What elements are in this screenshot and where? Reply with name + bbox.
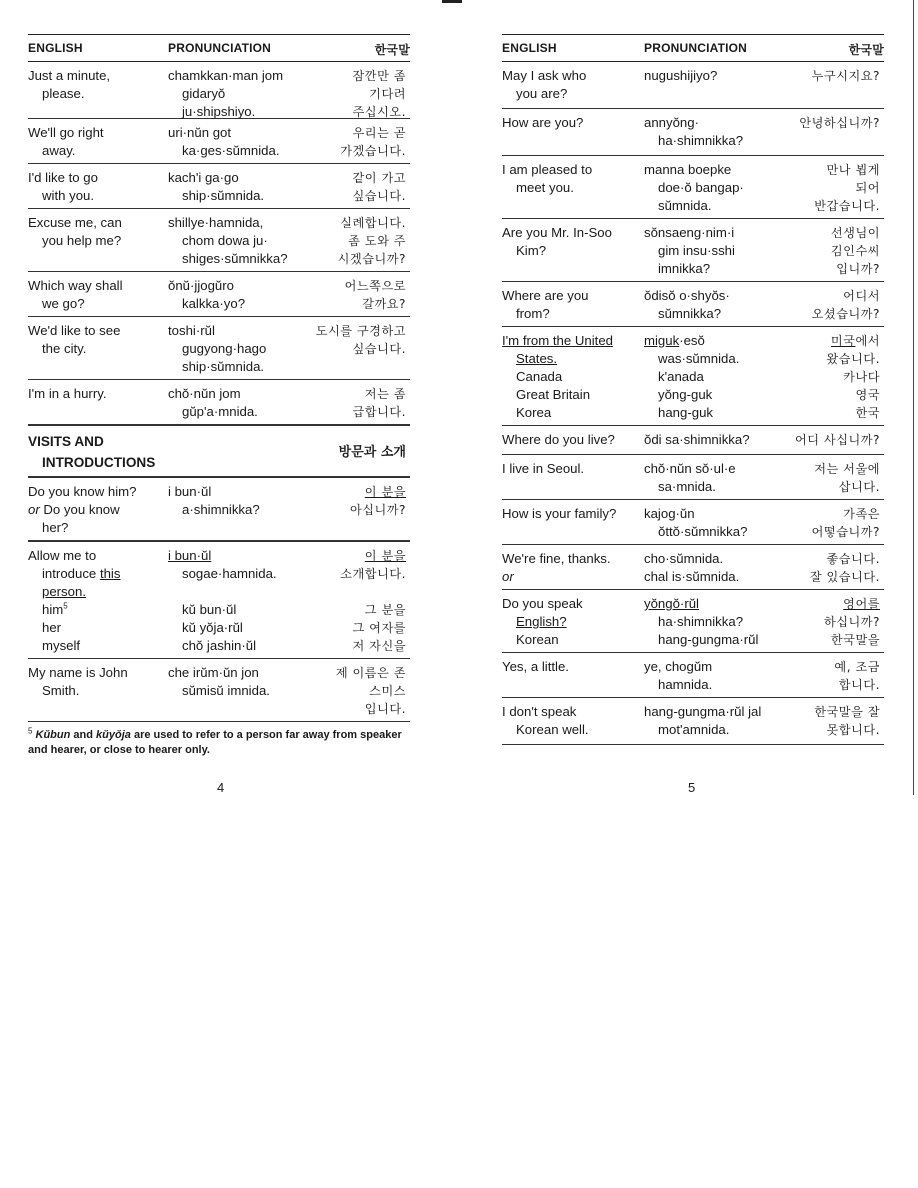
korean-text: 한국말을 잘	[814, 705, 880, 719]
english-text: I'd like to go	[28, 170, 98, 185]
english-text: you are?	[516, 86, 568, 101]
english-text: away.	[42, 143, 76, 158]
phrase-entry	[502, 653, 884, 698]
column-header	[502, 34, 884, 62]
header-korean: 한국말	[848, 43, 884, 57]
pronunciation-text: was·sŭmnida.	[658, 351, 740, 366]
korean-text: 안녕하십니까?	[799, 116, 880, 130]
korean-text: 저는 좀	[364, 387, 406, 401]
or-label: or	[28, 502, 40, 517]
pronunciation-text: gŭp'a·mnida.	[182, 404, 258, 419]
english-text: Allow me to	[28, 548, 97, 563]
korean-text: 어디서	[843, 289, 880, 303]
phrase-entry	[502, 545, 884, 590]
english-text: myself	[42, 638, 81, 653]
korean-text: 어디 사십니까?	[795, 433, 880, 447]
korean-text: 영국	[855, 388, 880, 402]
english-text: with you.	[42, 188, 95, 203]
pronunciation-text: sogae·hamnida.	[182, 566, 277, 581]
phrase-entry	[28, 164, 410, 209]
pronunciation-text: manna boepke	[644, 162, 732, 177]
english-text: Kim?	[516, 243, 547, 258]
korean-text: 한국말을	[830, 633, 880, 647]
phrase-entry	[28, 317, 410, 380]
english-text: States.	[516, 351, 558, 366]
phrase-entry	[502, 282, 884, 327]
english-text: Korean	[516, 632, 559, 647]
korean-text: 왔습니다.	[826, 352, 880, 366]
english-text: Do you speak	[502, 596, 583, 611]
pronunciation-text: kŭ yŏja·rŭl	[182, 620, 243, 635]
pronunciation-text: che irŭm·ŭn jon	[168, 665, 259, 680]
korean-text: 이 분을	[364, 485, 406, 499]
phrase-entry	[28, 380, 410, 425]
korean-text: 입니다.	[364, 702, 406, 716]
pronunciation-text: ŏttŏ·sŭmnikka?	[658, 524, 748, 539]
english-text: I'm in a hurry.	[28, 386, 107, 401]
korean-text: 오셨습니까?	[811, 307, 880, 321]
phrase-entry	[502, 698, 884, 745]
pronunciation-text: ŏdi sa·shimnikka?	[644, 432, 750, 447]
english-text: Where do you live?	[502, 432, 615, 447]
korean-text: 같이 가고	[352, 171, 406, 185]
pronunciation-text: annyŏng·	[644, 115, 699, 130]
footnote-text: and	[73, 729, 93, 741]
phrase-entry	[502, 590, 884, 653]
footnote-ref: 5	[63, 601, 68, 611]
korean-text: 싶습니다.	[352, 189, 406, 203]
pronunciation-text: chŏ·nŭn sŏ·ul·e	[644, 461, 736, 476]
english-text: How are you?	[502, 115, 584, 130]
pronunciation-text: yŏngŏ·rŭl	[644, 596, 699, 611]
header-english: ENGLISH	[502, 41, 557, 55]
pronunciation-text: sŭmnida.	[658, 198, 712, 213]
phrase-entry	[502, 156, 884, 219]
korean-text: 아십니까?	[349, 503, 406, 517]
pronunciation-text: shillye·hamnida,	[168, 215, 264, 230]
pronunciation-text: ŏdisŏ o·shyŏs·	[644, 288, 730, 303]
english-text: meet you.	[516, 180, 574, 195]
section-title: VISITS AND	[28, 434, 104, 449]
pronunciation-text: mot'amnida.	[658, 722, 730, 737]
header-korean: 한국말	[374, 43, 410, 57]
korean-text: 되어	[855, 181, 880, 195]
english-text: We'd like to see	[28, 323, 121, 338]
english-text: We're fine, thanks.	[502, 551, 611, 566]
korean-text: 입니까?	[836, 262, 880, 276]
right-page	[502, 34, 884, 745]
korean-text: 좋습니다.	[826, 552, 880, 566]
english-text: Which way shall	[28, 278, 123, 293]
korean-text: 카나다	[843, 370, 880, 384]
english-text: English?	[516, 614, 567, 629]
pronunciation-text: hamnida.	[658, 677, 713, 692]
english-text: Just a minute,	[28, 68, 111, 83]
english-text: Do you know	[43, 502, 120, 517]
pronunciation-text: sa·mnida.	[658, 479, 716, 494]
phrase-entry	[502, 426, 884, 455]
phrase-entry	[502, 219, 884, 282]
korean-text: 김인수씨	[830, 244, 880, 258]
pronunciation-text: doe·ŏ bangap·	[658, 180, 744, 195]
korean-text: 반갑습니다.	[814, 199, 880, 213]
korean-text: 누구시지요?	[811, 69, 880, 83]
korean-text: 잠깐만 좀	[352, 69, 406, 83]
footnote-term: Kŭbun	[35, 729, 71, 741]
korean-text: 영어를	[843, 597, 880, 611]
or-label: or	[502, 569, 514, 584]
english-text: please.	[42, 86, 85, 101]
english-text: We'll go right	[28, 125, 104, 140]
korean-text: 못합니다.	[826, 723, 880, 737]
pronunciation-text: gim insu·sshi	[658, 243, 735, 258]
korean-text: 저 자신을	[352, 639, 406, 653]
page-edge-line	[913, 0, 914, 795]
pronunciation-text: a·shimnikka?	[182, 502, 260, 517]
phrase-entry	[28, 62, 410, 119]
english-text: this	[99, 566, 121, 581]
korean-text: 그 분을	[364, 603, 406, 617]
korean-text: 잘 있습니다.	[809, 570, 880, 584]
phrase-entry	[28, 659, 410, 722]
english-text: Korea	[516, 405, 552, 420]
pronunciation-text: kajog·ŭn	[644, 506, 695, 521]
english-text: I am pleased to	[502, 162, 593, 177]
english-text: Yes, a little.	[502, 659, 569, 674]
footnote	[28, 728, 410, 758]
korean-text: 주십시오.	[352, 105, 406, 119]
pronunciation-text: hang-gungma·rŭl	[658, 632, 759, 647]
section-title: INTRODUCTIONS	[42, 455, 156, 470]
pronunciation-text: ship·sŭmnida.	[182, 359, 265, 374]
english-text: Great Britain	[516, 387, 591, 402]
english-text: Excuse me, can	[28, 215, 122, 230]
korean-text: 어떻습니까?	[811, 525, 880, 539]
korean-text: 미국	[830, 334, 856, 348]
korean-text: 이 분을	[364, 549, 406, 563]
korean-text: 삽니다.	[838, 480, 880, 494]
korean-text: 좀 도와 주	[348, 234, 406, 248]
korean-text: 제 이름은 존	[335, 666, 406, 680]
phrase-entry	[502, 455, 884, 500]
page-number: 4	[217, 780, 225, 795]
phrase-entry	[502, 62, 884, 109]
pronunciation-text: cho·sŭmnida.	[644, 551, 724, 566]
phrase-entry	[502, 500, 884, 545]
english-text: you help me?	[42, 233, 122, 248]
header-english: ENGLISH	[28, 41, 83, 55]
korean-text: 시겠습니까?	[337, 252, 406, 266]
english-text: Do you know him?	[28, 484, 137, 499]
pronunciation-text: i bun·ŭl	[168, 484, 212, 499]
footnote-text: are used to refer to a person far away from speaker and hearer, or close to hearer only.	[28, 729, 402, 756]
phrase-entry	[28, 541, 410, 659]
pronunciation-text: ha·shimnikka?	[658, 614, 744, 629]
pronunciation-text: sŭmisŭ imnida.	[182, 683, 270, 698]
phrase-entry	[502, 109, 884, 156]
pronunciation-text: imnikka?	[658, 261, 711, 276]
pronunciation-text: chamkkan·man jom	[168, 68, 284, 83]
pronunciation-text: chŏ jashin·ŭl	[182, 638, 257, 653]
pronunciation-text: ŏnŭ·jjogŭro	[168, 278, 234, 293]
english-text: her	[42, 620, 62, 635]
english-text: the city.	[42, 341, 87, 356]
english-text: I live in Seoul.	[502, 461, 585, 476]
pronunciation-text: chal is·sŭmnida.	[644, 569, 740, 584]
pronunciation-text: yŏng-guk	[658, 387, 713, 402]
section-header	[28, 425, 410, 477]
pronunciation-text: kalkka·yo?	[182, 296, 246, 311]
korean-text: 에서	[855, 334, 880, 348]
pronunciation-text: sŏnsaeng·nim·i	[644, 225, 735, 240]
korean-text: 만나 뵙게	[826, 163, 880, 177]
footnote-term: kŭyŏja	[96, 729, 131, 741]
pronunciation-text: ju·shipshiyo.	[182, 104, 256, 119]
korean-text: 실례합니다.	[340, 216, 406, 230]
english-text: Korean well.	[516, 722, 589, 737]
pronunciation-text: chŏ·nŭn jom	[168, 386, 241, 401]
pronunciation-text: gugyong·hago	[182, 341, 267, 356]
english-text: Smith.	[42, 683, 80, 698]
pronunciation-text: ye, chogŭm	[644, 659, 713, 674]
left-page	[28, 34, 410, 756]
english-text: My name is John	[28, 665, 128, 680]
top-crop-mark	[442, 0, 462, 3]
korean-text: 싶습니다.	[352, 342, 406, 356]
korean-text: 하십니까?	[823, 615, 880, 629]
english-text: Are you Mr. In-Soo	[502, 225, 612, 240]
page-number: 5	[688, 780, 696, 795]
english-text: How is your family?	[502, 506, 617, 521]
korean-text: 선생님이	[830, 226, 880, 240]
pronunciation-text: ·esŏ	[679, 333, 705, 348]
pronunciation-text: ha·shimnikka?	[658, 133, 744, 148]
english-text: introduce	[42, 566, 97, 581]
english-text: Where are you	[502, 288, 589, 303]
phrase-entry	[28, 119, 410, 164]
pronunciation-text: ka·ges·sŭmnida.	[182, 143, 280, 158]
english-text: we go?	[42, 296, 85, 311]
korean-text: 가족은	[843, 507, 880, 521]
pronunciation-text: kŭ bun·ŭl	[182, 602, 237, 617]
header-pronunciation: PRONUNCIATION	[644, 41, 748, 55]
korean-text: 가겠습니다.	[340, 144, 406, 158]
phrase-entry	[28, 272, 410, 317]
pronunciation-text: k'anada	[658, 369, 704, 384]
english-text: person.	[42, 584, 86, 599]
pronunciation-text: gidaryŏ	[182, 86, 226, 101]
section-title-korean: 방문과 소개	[338, 445, 406, 460]
english-text: her?	[42, 520, 69, 535]
pronunciation-text: hang-gungma·rŭl jal	[644, 704, 762, 719]
footnote-number: 5	[28, 726, 33, 736]
english-text: from?	[516, 306, 550, 321]
pronunciation-text: toshi·rŭl	[168, 323, 215, 338]
korean-text: 스미스	[369, 684, 406, 698]
korean-text: 합니다.	[838, 678, 880, 692]
english-text: Canada	[516, 369, 563, 384]
english-text: I'm from the United	[502, 333, 613, 348]
pronunciation-text: nugushijiyo?	[644, 68, 718, 83]
pronunciation-text: hang-guk	[658, 405, 713, 420]
korean-text: 어느쪽으로	[344, 279, 406, 293]
english-text: him	[42, 602, 64, 617]
pronunciation-text: kach'i ga·go	[168, 170, 239, 185]
phrase-entry	[502, 327, 884, 426]
english-text: I don't speak	[502, 704, 577, 719]
korean-text: 급합니다.	[352, 405, 406, 419]
english-text: May I ask who	[502, 68, 587, 83]
korean-text: 소개합니다.	[340, 567, 406, 581]
korean-text: 갈까요?	[362, 297, 406, 311]
korean-text: 한국	[855, 406, 880, 420]
pronunciation-text: i bun·ŭl	[168, 548, 212, 563]
column-header	[28, 34, 410, 62]
pronunciation-text: uri·nŭn got	[168, 125, 232, 140]
korean-text: 기다려	[369, 87, 406, 101]
header-pronunciation: PRONUNCIATION	[168, 41, 272, 55]
pronunciation-text: sŭmnikka?	[658, 306, 722, 321]
pronunciation-text: shiges·sŭmnikka?	[182, 251, 288, 266]
korean-text: 그 여자를	[352, 621, 406, 635]
phrase-entry	[28, 477, 410, 541]
pronunciation-text: miguk	[644, 333, 680, 348]
pronunciation-text: chom dowa ju·	[182, 233, 268, 248]
korean-text: 예, 조금	[834, 660, 880, 674]
korean-text: 도시를 구경하고	[315, 324, 406, 338]
korean-text: 저는 서울에	[814, 462, 880, 476]
phrase-entry	[28, 209, 410, 272]
pronunciation-text: ship·sŭmnida.	[182, 188, 265, 203]
korean-text: 우리는 곧	[352, 126, 406, 140]
